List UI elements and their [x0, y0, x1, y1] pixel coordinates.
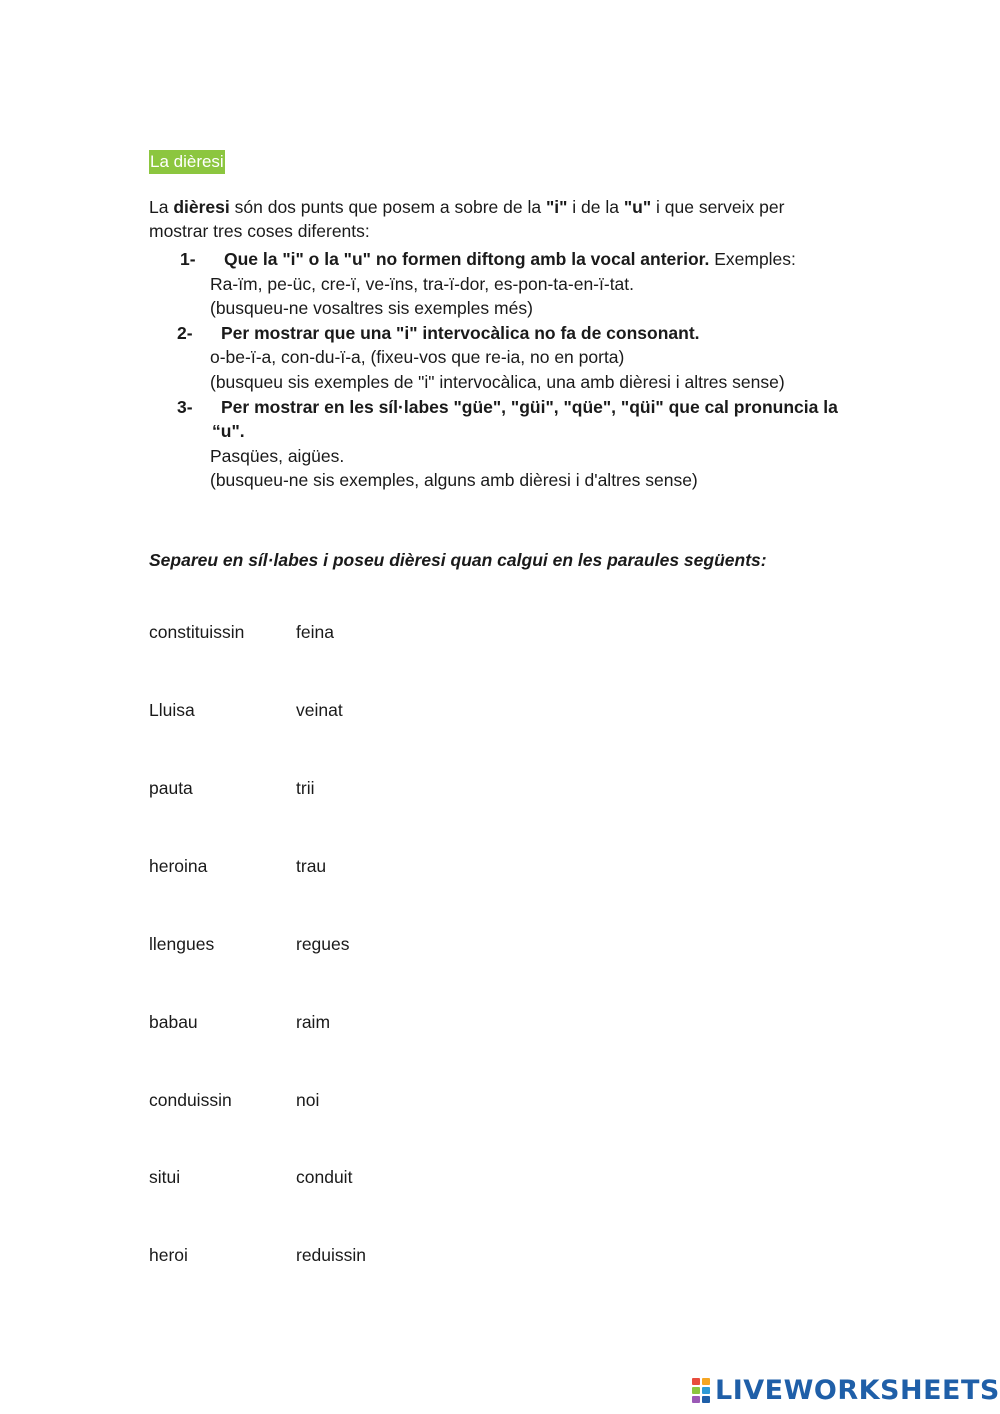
rule-3-instruction: (busqueu-ne sis exemples, alguns amb dièresi i d'altres sense): [210, 470, 698, 490]
intro-text: són dos punts que posem a sobre de la: [229, 197, 546, 217]
word-item: heroina: [149, 856, 208, 876]
rule-3-title-continued: “u".: [212, 421, 245, 441]
word-item: trii: [296, 778, 315, 798]
word-item: conduit: [296, 1167, 353, 1187]
rule-1-suffix: Exemples:: [709, 249, 796, 269]
word-item: noi: [296, 1090, 320, 1110]
intro-bold-term: dièresi: [173, 197, 230, 217]
word-item: trau: [296, 856, 327, 876]
word-item: reduissin: [296, 1245, 367, 1265]
word-item: heroi: [149, 1245, 188, 1265]
word-item: conduissin: [149, 1090, 232, 1110]
liveworksheets-logo: [692, 1374, 1000, 1406]
logo-text: LIVEWORKSHEETS: [715, 1374, 1000, 1406]
word-item: pauta: [149, 778, 193, 798]
rule-2-title: Per mostrar que una "i" intervocàlica no fa de consonant.: [221, 323, 700, 343]
rule-2-examples: o-be-ï-a, con-du-ï-a, (fixeu-vos que re-ia, no en porta): [210, 347, 625, 367]
rule-1-examples: Ra-ïm, pe-üc, cre-ï, ve-ïns, tra-ï-dor, es-pon-ta-en-ï-tat.: [210, 274, 635, 294]
word-item: Lluisa: [149, 700, 195, 720]
intro-line-1: [149, 196, 784, 218]
rule-1-heading: [180, 248, 796, 270]
rule-3-title: Per mostrar en les síl·labes "güe", "güi", "qüe", "qüi" que cal pronuncia la: [221, 397, 838, 417]
intro-text: i que serveix per: [651, 197, 785, 217]
word-item: raim: [296, 1012, 331, 1032]
logo-blocks-icon: [692, 1377, 712, 1403]
intro-bold-i: "i": [545, 197, 568, 217]
rule-3-examples: Pasqües, aigües.: [210, 446, 345, 466]
word-item: constituissin: [149, 622, 245, 642]
exercise-instruction: Separeu en síl·labes i poseu dièresi quan calgui en les paraules següents:: [149, 550, 767, 570]
intro-text: i de la: [567, 197, 624, 217]
intro-bold-u: "u": [623, 197, 652, 217]
rule-3-heading: [177, 396, 838, 418]
word-item: situi: [149, 1167, 181, 1187]
rule-3-number: 3-: [177, 397, 193, 417]
page-title: La dièresi: [149, 150, 225, 174]
rule-2-instruction: (busqueu sis exemples de "i" intervocàlica, una amb dièresi i altres sense): [210, 372, 785, 392]
word-item: llengues: [149, 934, 215, 954]
rule-1-title: Que la "i" o la "u" no formen diftong amb la vocal anterior.: [224, 249, 710, 269]
word-item: veinat: [296, 700, 343, 720]
word-item: feina: [296, 622, 334, 642]
rule-1-instruction: (busqueu-ne vosaltres sis exemples més): [210, 298, 533, 318]
intro-text: La: [149, 197, 174, 217]
rule-2-number: 2-: [177, 323, 193, 343]
word-item: regues: [296, 934, 350, 954]
intro-line-2: mostrar tres coses diferents:: [149, 221, 370, 241]
rule-2-heading: [177, 322, 700, 344]
rule-1-number: 1-: [180, 249, 196, 269]
word-item: babau: [149, 1012, 198, 1032]
